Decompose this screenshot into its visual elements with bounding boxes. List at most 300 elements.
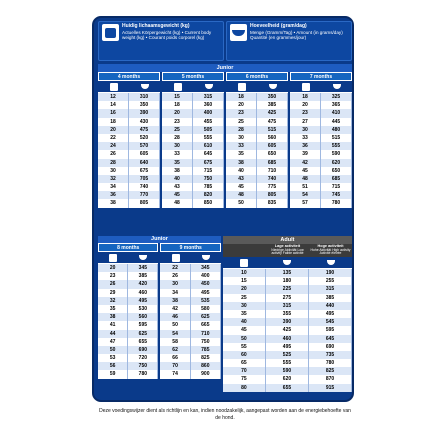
table-row bbox=[98, 159, 160, 167]
weight-cell: 30 bbox=[160, 280, 190, 288]
amount-cell: 520 bbox=[129, 134, 160, 142]
weight-cell: 42 bbox=[160, 305, 190, 313]
amount-cell: 685 bbox=[321, 175, 352, 183]
weight-cell: 25 bbox=[223, 294, 266, 302]
table-row bbox=[226, 150, 288, 158]
table-row bbox=[162, 191, 224, 199]
table-header bbox=[98, 21, 352, 61]
scale-icon bbox=[302, 83, 310, 91]
amount-cell: 715 bbox=[321, 183, 352, 191]
table-row bbox=[160, 338, 220, 346]
high-activity-cell: 735 bbox=[309, 351, 352, 359]
weight-cell: 18 bbox=[290, 93, 321, 101]
high-activity-cell: 825 bbox=[309, 367, 352, 375]
low-activity-cell: 525 bbox=[266, 351, 309, 359]
weight-cell: 35 bbox=[223, 310, 266, 318]
table-row bbox=[98, 134, 160, 142]
amount-cell: 315 bbox=[193, 93, 224, 101]
table-row bbox=[162, 159, 224, 167]
amount-cell: 675 bbox=[193, 159, 224, 167]
high-activity-cell: 190 bbox=[309, 269, 352, 277]
table-row bbox=[98, 199, 160, 207]
table-row bbox=[98, 354, 158, 362]
amount-cell: 455 bbox=[193, 118, 224, 126]
amount-cell: 650 bbox=[257, 150, 288, 158]
weight-header bbox=[98, 21, 224, 61]
table-row bbox=[226, 167, 288, 175]
amount-cell: 345 bbox=[128, 264, 158, 272]
table-row bbox=[226, 199, 288, 207]
amount-cell: 515 bbox=[257, 126, 288, 134]
weight-cell: 18 bbox=[162, 101, 193, 109]
amount-cell: 535 bbox=[191, 297, 221, 305]
amount-cell: 385 bbox=[128, 272, 158, 280]
amount-cell: 860 bbox=[191, 362, 221, 370]
weight-cell: 23 bbox=[290, 109, 321, 117]
table-row bbox=[290, 159, 352, 167]
amount-cell: 850 bbox=[193, 199, 224, 207]
table-row bbox=[162, 183, 224, 191]
weight-cell: 33 bbox=[162, 150, 193, 158]
amount-cell: 530 bbox=[128, 305, 158, 313]
bowl-icon bbox=[327, 260, 335, 265]
weight-header-title: Huidig lichaamsgewicht (kg) bbox=[122, 23, 190, 29]
amount-cell: 460 bbox=[128, 289, 158, 297]
low-activity-cell: 355 bbox=[266, 310, 309, 318]
high-activity-cell: 595 bbox=[309, 326, 352, 334]
amount-cell: 750 bbox=[193, 175, 224, 183]
amount-cell: 610 bbox=[193, 142, 224, 150]
table-row bbox=[223, 310, 352, 318]
low-activity-cell: 390 bbox=[266, 318, 309, 326]
amount-cell: 495 bbox=[191, 289, 221, 297]
scale-icon bbox=[240, 259, 248, 267]
junior-group bbox=[226, 72, 288, 208]
low-activity-cell: 275 bbox=[266, 294, 309, 302]
low-activity-cell: 495 bbox=[266, 343, 309, 351]
adult-group bbox=[223, 236, 352, 392]
amount-cell: 480 bbox=[321, 126, 352, 134]
table-row bbox=[160, 346, 220, 354]
weight-cell: 12 bbox=[98, 93, 129, 101]
amount-cell: 750 bbox=[191, 338, 221, 346]
table-row bbox=[226, 191, 288, 199]
table-row bbox=[223, 359, 352, 367]
low-activity-cell: 180 bbox=[266, 277, 309, 285]
table-row bbox=[223, 294, 352, 302]
amount-cell: 750 bbox=[128, 362, 158, 370]
amount-cell: 350 bbox=[257, 93, 288, 101]
table-row bbox=[98, 101, 160, 109]
weight-header-subtitle: Actuelles Körpergewicht (kg) • Current body weight (kg) • Courant poids corporel (kg) bbox=[122, 29, 212, 41]
amount-cell: 780 bbox=[321, 199, 352, 207]
amount-cell: 595 bbox=[128, 321, 158, 329]
table-row bbox=[162, 150, 224, 158]
weight-cell: 22 bbox=[160, 264, 190, 272]
amount-cell: 345 bbox=[191, 264, 221, 272]
weight-cell: 36 bbox=[290, 142, 321, 150]
weight-cell: 40 bbox=[223, 318, 266, 326]
weight-cell: 20 bbox=[98, 264, 128, 272]
adult-title: Adult bbox=[280, 237, 295, 243]
weight-cell: 46 bbox=[160, 313, 190, 321]
table-row bbox=[98, 183, 160, 191]
table-row bbox=[98, 118, 160, 126]
table-row bbox=[162, 126, 224, 134]
table-row bbox=[223, 302, 352, 310]
table-row bbox=[162, 175, 224, 183]
weight-cell: 80 bbox=[223, 384, 266, 392]
amount-header-subtitle: Menge (Gramm/Tag) • Amount (in grams/day) Quantité (en grammes/jour) bbox=[250, 29, 343, 41]
amount-cell: 605 bbox=[257, 142, 288, 150]
amount-cell: 445 bbox=[321, 118, 352, 126]
weight-cell: 10 bbox=[223, 269, 266, 277]
table-row bbox=[98, 109, 160, 117]
table-row bbox=[226, 183, 288, 191]
amount-cell: 710 bbox=[191, 330, 221, 338]
weight-cell: 20 bbox=[98, 126, 129, 134]
amount-cell: 325 bbox=[321, 93, 352, 101]
weight-cell: 57 bbox=[290, 199, 321, 207]
amount-cell: 690 bbox=[128, 346, 158, 354]
scale-icon bbox=[109, 254, 117, 262]
weight-cell: 45 bbox=[226, 183, 257, 191]
bowl-icon bbox=[269, 84, 277, 89]
amount-cell: 475 bbox=[257, 118, 288, 126]
table-row bbox=[162, 93, 224, 101]
scale-icon bbox=[238, 83, 246, 91]
weight-cell: 30 bbox=[226, 134, 257, 142]
table-row bbox=[98, 272, 158, 280]
table-row bbox=[226, 118, 288, 126]
table-row bbox=[98, 370, 158, 378]
amount-cell: 650 bbox=[321, 167, 352, 175]
high-activity-cell: 870 bbox=[309, 375, 352, 383]
weight-cell: 59 bbox=[98, 370, 128, 378]
weight-cell: 65 bbox=[223, 359, 266, 367]
table-row bbox=[160, 272, 220, 280]
amount-cell: 820 bbox=[193, 191, 224, 199]
table-row bbox=[98, 191, 160, 199]
table-row bbox=[290, 167, 352, 175]
weight-cell: 25 bbox=[162, 126, 193, 134]
bowl-icon bbox=[139, 255, 147, 260]
high-activity-cell: 915 bbox=[309, 384, 352, 392]
weight-cell: 44 bbox=[98, 330, 128, 338]
table-row bbox=[98, 362, 158, 370]
table-row bbox=[226, 109, 288, 117]
age-label: 6 months bbox=[226, 72, 288, 81]
weight-cell: 14 bbox=[98, 101, 129, 109]
weight-cell: 39 bbox=[290, 150, 321, 158]
high-activity-cell: 440 bbox=[309, 302, 352, 310]
weight-cell: 43 bbox=[162, 183, 193, 191]
high-activity-cell: 255 bbox=[309, 277, 352, 285]
table-row bbox=[160, 305, 220, 313]
weight-cell: 29 bbox=[98, 289, 128, 297]
weight-cell: 30 bbox=[223, 302, 266, 310]
table-row bbox=[226, 175, 288, 183]
low-activity-cell: 620 bbox=[266, 375, 309, 383]
weight-cell: 40 bbox=[226, 167, 257, 175]
amount-cell: 425 bbox=[257, 109, 288, 117]
low-activity-cell: 315 bbox=[266, 302, 309, 310]
table-row bbox=[98, 264, 158, 272]
weight-cell: 56 bbox=[98, 362, 128, 370]
low-activity-cell: 555 bbox=[266, 359, 309, 367]
amount-cell: 515 bbox=[321, 134, 352, 142]
weight-cell: 38 bbox=[226, 159, 257, 167]
amount-cell: 400 bbox=[193, 109, 224, 117]
table-row bbox=[223, 375, 352, 383]
weight-cell: 38 bbox=[162, 167, 193, 175]
table-row bbox=[290, 191, 352, 199]
amount-cell: 570 bbox=[129, 142, 160, 150]
junior2-adult-section bbox=[98, 236, 352, 392]
table-row bbox=[290, 199, 352, 207]
table-row bbox=[98, 346, 158, 354]
weight-cell: 58 bbox=[160, 338, 190, 346]
weight-cell: 35 bbox=[98, 305, 128, 313]
table-row bbox=[226, 134, 288, 142]
table-row bbox=[98, 289, 158, 297]
weight-cell: 23 bbox=[226, 109, 257, 117]
weight-cell: 33 bbox=[226, 142, 257, 150]
weight-cell: 62 bbox=[160, 346, 190, 354]
weight-cell: 55 bbox=[223, 343, 266, 351]
weight-cell: 70 bbox=[160, 362, 190, 370]
table-row bbox=[162, 199, 224, 207]
table-row bbox=[226, 159, 288, 167]
weight-cell: 43 bbox=[226, 175, 257, 183]
weight-cell: 50 bbox=[226, 199, 257, 207]
amount-cell: 900 bbox=[191, 370, 221, 378]
weight-cell: 25 bbox=[226, 118, 257, 126]
amount-cell: 665 bbox=[191, 321, 221, 329]
amount-cell: 675 bbox=[129, 167, 160, 175]
table-row bbox=[223, 384, 352, 392]
amount-cell: 420 bbox=[128, 280, 158, 288]
junior-group bbox=[290, 72, 352, 208]
scale-icon bbox=[174, 83, 182, 91]
scale-icon bbox=[110, 83, 118, 91]
weight-cell: 32 bbox=[98, 297, 128, 305]
weight-cell: 66 bbox=[160, 354, 190, 362]
weight-cell: 26 bbox=[160, 272, 190, 280]
table-row bbox=[160, 264, 220, 272]
amount-cell: 835 bbox=[257, 199, 288, 207]
high-activity-cell: 780 bbox=[309, 359, 352, 367]
table-row bbox=[98, 305, 158, 313]
amount-cell: 560 bbox=[257, 134, 288, 142]
age-label: 9 months bbox=[160, 243, 220, 252]
bowl-icon bbox=[202, 255, 210, 260]
table-row bbox=[160, 330, 220, 338]
amount-cell: 580 bbox=[191, 305, 221, 313]
age-label: 4 months bbox=[98, 72, 160, 81]
table-row bbox=[162, 101, 224, 109]
weight-cell: 45 bbox=[162, 191, 193, 199]
table-row bbox=[160, 321, 220, 329]
weight-cell: 28 bbox=[98, 159, 129, 167]
table-row bbox=[98, 280, 158, 288]
amount-cell: 450 bbox=[191, 280, 221, 288]
weight-cell: 30 bbox=[290, 126, 321, 134]
table-row bbox=[98, 330, 158, 338]
table-row bbox=[226, 101, 288, 109]
high-activity-header: Hoge activiteit Hohe Aktivität High activity Activité élevée bbox=[310, 244, 351, 256]
table-row bbox=[290, 150, 352, 158]
weight-cell: 45 bbox=[290, 167, 321, 175]
amount-cell: 825 bbox=[191, 354, 221, 362]
amount-cell: 350 bbox=[129, 101, 160, 109]
weight-cell: 26 bbox=[98, 280, 128, 288]
amount-cell: 410 bbox=[321, 109, 352, 117]
table-row bbox=[160, 297, 220, 305]
junior-group bbox=[98, 72, 160, 208]
weight-cell: 53 bbox=[98, 354, 128, 362]
amount-cell: 655 bbox=[128, 338, 158, 346]
weight-cell: 34 bbox=[98, 183, 129, 191]
weight-cell: 60 bbox=[223, 351, 266, 359]
weight-cell: 51 bbox=[290, 183, 321, 191]
amount-cell: 505 bbox=[193, 126, 224, 134]
weight-cell: 34 bbox=[160, 289, 190, 297]
weight-cell: 30 bbox=[98, 167, 129, 175]
amount-cell: 685 bbox=[257, 159, 288, 167]
table-row bbox=[160, 280, 220, 288]
low-activity-cell: 590 bbox=[266, 367, 309, 375]
table-row bbox=[290, 175, 352, 183]
amount-cell: 740 bbox=[129, 183, 160, 191]
high-activity-cell: 385 bbox=[309, 294, 352, 302]
weight-cell: 16 bbox=[98, 109, 129, 117]
amount-cell: 775 bbox=[257, 183, 288, 191]
table-row bbox=[98, 150, 160, 158]
weight-cell: 42 bbox=[290, 159, 321, 167]
table-row bbox=[223, 285, 352, 293]
junior2-group bbox=[160, 243, 220, 379]
table-row bbox=[98, 297, 158, 305]
junior2-group bbox=[98, 243, 158, 379]
age-label: 7 months bbox=[290, 72, 352, 81]
amount-cell: 625 bbox=[191, 313, 221, 321]
table-row bbox=[290, 126, 352, 134]
weight-cell: 48 bbox=[226, 191, 257, 199]
amount-cell: 745 bbox=[321, 191, 352, 199]
table-row bbox=[290, 109, 352, 117]
table-row bbox=[98, 321, 158, 329]
table-row bbox=[223, 277, 352, 285]
amount-cell: 620 bbox=[321, 159, 352, 167]
amount-header bbox=[226, 21, 352, 61]
amount-cell: 605 bbox=[129, 150, 160, 158]
amount-header-title: Hoeveelheid (gram/dag) bbox=[250, 23, 307, 29]
weight-cell: 20 bbox=[290, 101, 321, 109]
table-row bbox=[160, 362, 220, 370]
amount-cell: 780 bbox=[128, 370, 158, 378]
weight-cell: 74 bbox=[160, 370, 190, 378]
amount-cell: 785 bbox=[193, 183, 224, 191]
amount-cell: 590 bbox=[321, 150, 352, 158]
high-activity-cell: 315 bbox=[309, 285, 352, 293]
weight-cell: 36 bbox=[98, 191, 129, 199]
high-activity-cell: 545 bbox=[309, 318, 352, 326]
weight-cell: 28 bbox=[162, 134, 193, 142]
amount-cell: 430 bbox=[129, 118, 160, 126]
low-activity-cell: 460 bbox=[266, 335, 309, 343]
scale-icon bbox=[102, 24, 119, 41]
amount-cell: 640 bbox=[129, 159, 160, 167]
table-row bbox=[98, 93, 160, 101]
low-activity-cell: 225 bbox=[266, 285, 309, 293]
table-row bbox=[160, 289, 220, 297]
amount-cell: 400 bbox=[191, 272, 221, 280]
weight-cell: 40 bbox=[162, 175, 193, 183]
table-row bbox=[162, 134, 224, 142]
weight-cell: 30 bbox=[162, 142, 193, 150]
high-activity-cell: 645 bbox=[309, 335, 352, 343]
amount-cell: 645 bbox=[193, 150, 224, 158]
low-activity-cell: 135 bbox=[266, 269, 309, 277]
high-activity-cell: 495 bbox=[309, 310, 352, 318]
age-label: 5 months bbox=[162, 72, 224, 81]
table-row bbox=[226, 142, 288, 150]
weight-cell: 38 bbox=[98, 199, 129, 207]
low-activity-cell: 425 bbox=[266, 326, 309, 334]
weight-cell: 48 bbox=[162, 199, 193, 207]
amount-cell: 560 bbox=[128, 313, 158, 321]
table-row bbox=[223, 367, 352, 375]
table-row bbox=[98, 313, 158, 321]
weight-cell: 23 bbox=[98, 272, 128, 280]
junior-group bbox=[162, 72, 224, 208]
table-row bbox=[160, 354, 220, 362]
table-row bbox=[290, 142, 352, 150]
feeding-guide-card bbox=[92, 16, 354, 402]
weight-cell: 41 bbox=[98, 321, 128, 329]
table-row bbox=[160, 370, 220, 378]
table-row bbox=[162, 118, 224, 126]
weight-cell: 15 bbox=[162, 93, 193, 101]
table-row bbox=[290, 93, 352, 101]
low-activity-header: Lage activiteit Niedrige Aktivität Low activity Faible activité bbox=[271, 244, 304, 256]
weight-cell: 45 bbox=[223, 326, 266, 334]
amount-cell: 625 bbox=[128, 330, 158, 338]
amount-cell: 475 bbox=[129, 126, 160, 134]
weight-cell: 38 bbox=[160, 297, 190, 305]
weight-cell: 32 bbox=[98, 175, 129, 183]
weight-cell: 54 bbox=[290, 191, 321, 199]
weight-cell: 50 bbox=[223, 335, 266, 343]
table-row bbox=[290, 118, 352, 126]
footnote: Deze voedingswijzer dient als richtlijn en kan, indien noodzakelijk, aangepast worden aan de energiebehoefte van de hond. bbox=[99, 408, 351, 421]
weight-cell: 47 bbox=[98, 338, 128, 346]
bowl-icon bbox=[141, 84, 149, 89]
amount-cell: 740 bbox=[257, 175, 288, 183]
amount-cell: 385 bbox=[257, 101, 288, 109]
weight-cell: 48 bbox=[290, 175, 321, 183]
amount-cell: 705 bbox=[129, 175, 160, 183]
weight-cell: 22 bbox=[98, 134, 129, 142]
age-label: 8 months bbox=[98, 243, 158, 252]
bowl-icon bbox=[333, 84, 341, 89]
high-activity-cell: 690 bbox=[309, 343, 352, 351]
table-row bbox=[223, 343, 352, 351]
amount-cell: 770 bbox=[129, 191, 160, 199]
table-row bbox=[162, 142, 224, 150]
weight-cell: 38 bbox=[98, 313, 128, 321]
